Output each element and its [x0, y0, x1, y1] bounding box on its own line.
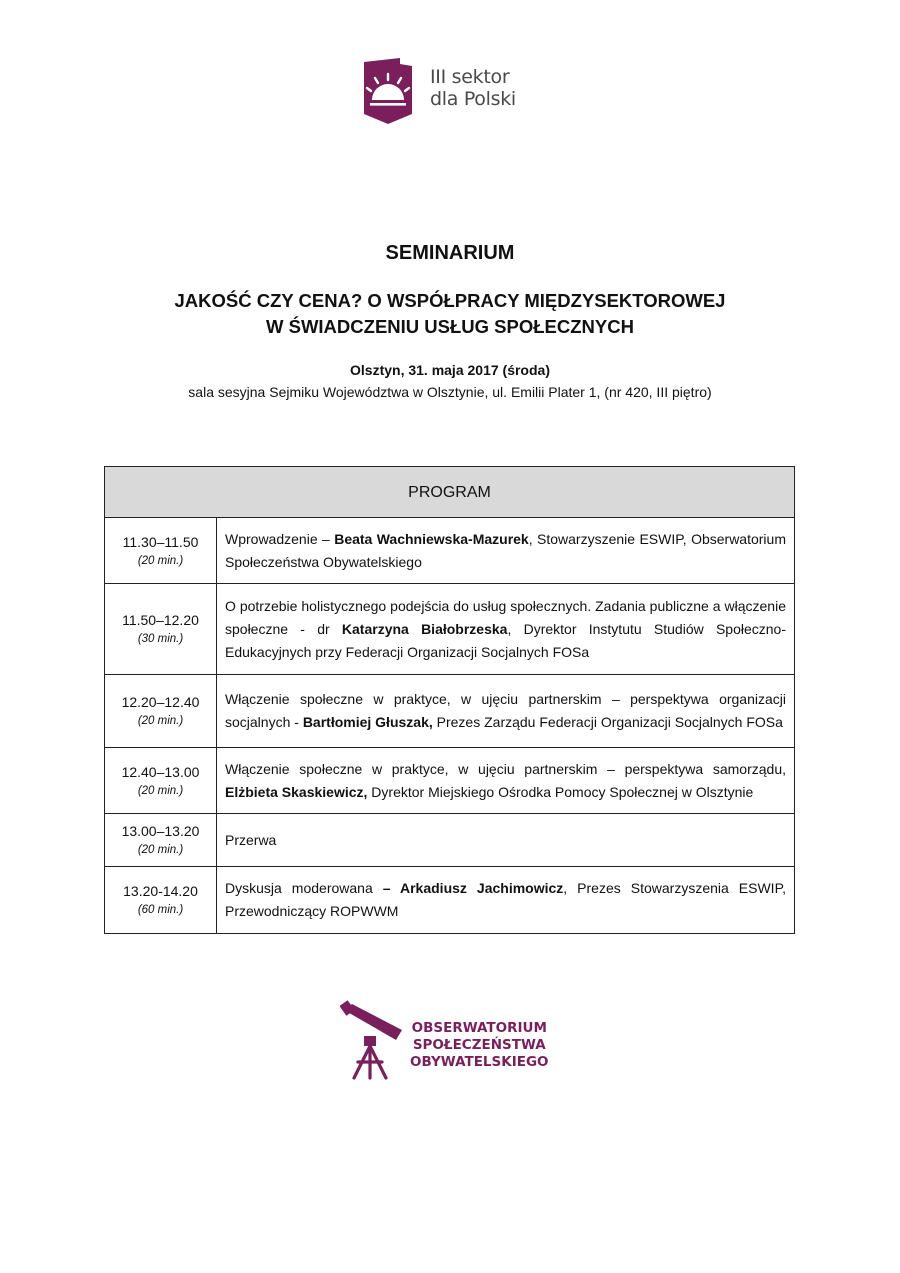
- sunrise-logo-icon: [360, 56, 416, 126]
- venue: sala sesyjna Sejmiku Województwa w Olsztynie, ul. Emilii Plater 1, (nr 420, III piętro): [188, 384, 712, 400]
- speaker-name: – Arkadiusz Jachimowicz: [382, 880, 564, 896]
- time-cell: [105, 814, 217, 867]
- obs-line1: OBSERWATORIUM: [411, 1020, 547, 1036]
- time-range: 13.20-14.20: [123, 883, 198, 899]
- program-row: [105, 867, 795, 934]
- time-cell: [105, 584, 217, 675]
- time-range: 11.30–11.50: [122, 533, 199, 550]
- duration: (60 min.): [137, 904, 184, 916]
- program-row: [105, 675, 795, 748]
- duration: (20 min.): [137, 784, 184, 797]
- program-row: [105, 584, 795, 675]
- obserwatorium-logo: [340, 1000, 570, 1082]
- program-row: [105, 814, 795, 867]
- title-line1: JAKOŚĆ CZY CENA? O WSPÓŁPRACY MIĘDZYSEKTOROWEJ: [174, 290, 726, 311]
- description-text: Dyrektor Miejskiego Ośrodka Pomocy Społecznej w Olsztynie: [367, 783, 754, 800]
- logo-line2: dla Polski: [430, 88, 516, 110]
- agenda-description: [217, 675, 795, 748]
- duration: (30 min.): [137, 633, 184, 645]
- time-cell: [105, 675, 217, 748]
- agenda-description: [217, 584, 795, 675]
- iii-sektor-logo-text: [430, 66, 516, 110]
- description-text: Przerwa: [225, 831, 277, 848]
- logo-line1: III sektor: [430, 66, 510, 88]
- title-line2: W ŚWIADCZENIU USŁUG SPOŁECZNYCH: [266, 316, 634, 337]
- speaker-name: Bartłomiej Głuszak,: [302, 714, 433, 730]
- telescope-icon: [340, 1000, 404, 1080]
- program-heading: PROGRAM: [105, 467, 795, 518]
- speaker-name: Beata Wachniewska-Mazurek: [334, 530, 529, 547]
- program-body: [105, 518, 795, 934]
- obs-line2: SPOŁECZEŃSTWA: [412, 1037, 546, 1053]
- description-text: Włączenie społeczne w praktyce, w ujęciu partnerskim – perspektywa samorządu,: [225, 760, 786, 777]
- time-range: 12.40–13.00: [121, 763, 200, 780]
- agenda-description: [217, 867, 795, 934]
- program-header-row: [105, 467, 795, 518]
- agenda-description: [217, 518, 795, 584]
- time-range: 11.50–12.20: [122, 612, 199, 628]
- iii-sektor-logo: [360, 56, 550, 128]
- speaker-name: Elżbieta Skaskiewicz,: [225, 783, 368, 800]
- program-row: [105, 518, 795, 584]
- agenda-description: [217, 814, 795, 867]
- description-text: O potrzebie holistycznego podejścia do usług społecznych. Zadania publiczne a włączenie społeczne - dr: [225, 597, 786, 637]
- speaker-name: Katarzyna Białobrzeska: [341, 620, 508, 637]
- event-title: [0, 288, 900, 340]
- time-range: 13.00–13.20: [121, 823, 200, 839]
- obs-line3: OBYWATELSKIEGO: [410, 1054, 549, 1070]
- duration: (20 min.): [137, 554, 184, 567]
- description-text: Włączenie społeczne w praktyce, w ujęciu partnerskim – perspektywa organizacji socjalnych -: [225, 691, 786, 730]
- description-text: Prezes Zarządu Federacji Organizacji Socjalnych FOSa: [432, 714, 783, 730]
- time-range: 12.20–12.40: [121, 694, 200, 710]
- obserwatorium-text: [410, 1020, 549, 1071]
- description-text: , Prezes Stowarzyszenia ESWIP, Przewodniczący ROPWWM: [225, 880, 786, 919]
- program-row: [105, 748, 795, 814]
- program-table: [104, 466, 795, 934]
- event-type: SEMINARIUM: [385, 242, 515, 264]
- time-cell: [105, 748, 217, 814]
- time-cell: [105, 867, 217, 934]
- description-text: , Stowarzyszenie ESWIP, Obserwatorium Społeczeństwa Obywatelskiego: [225, 530, 786, 570]
- duration: (20 min.): [137, 844, 184, 856]
- duration: (20 min.): [137, 715, 184, 727]
- agenda-description: [217, 748, 795, 814]
- description-text: Wprowadzenie –: [225, 530, 335, 547]
- time-cell: [105, 518, 217, 584]
- description-text: Dyskusja moderowana: [225, 880, 383, 896]
- description-text: , Dyrektor Instytutu Studiów Społeczno-Edukacyjnych przy Federacji Organizacji Socjalnych FOSa: [225, 620, 786, 660]
- place-date: Olsztyn, 31. maja 2017 (środa): [350, 362, 550, 378]
